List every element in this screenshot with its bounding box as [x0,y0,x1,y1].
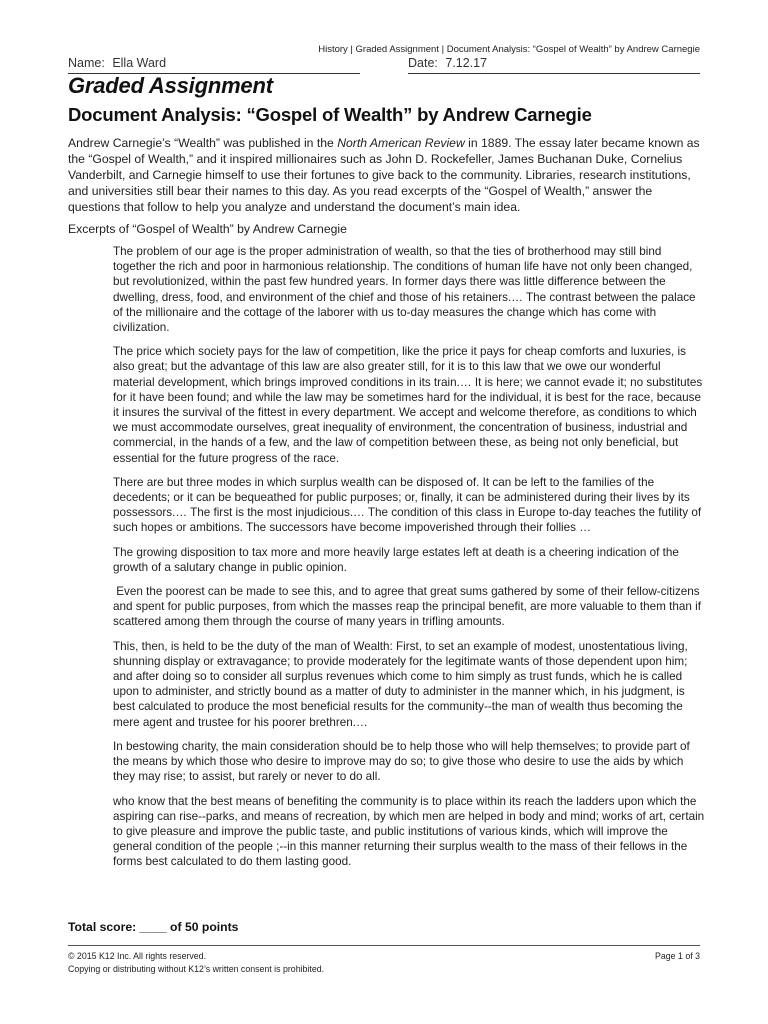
excerpt-paragraph: who know that the best means of benefiting the community is to place within its reach the ladders upon which the aspiring can rise--parks, and means of recreation, by which men are helped in body and mind; works of art, certain to give pleasure and improve the public taste, and public institutions of various kinds, which will improve the general condition of the people ;--in this manner returning their surplus wealth to the mass of their fellows in the forms best calculated to do them lasting good. [113,794,705,869]
name-field[interactable] [68,56,360,74]
date-label: Date: [408,56,438,70]
intro-paragraph [68,136,702,216]
excerpt-paragraph: The problem of our age is the proper administration of wealth, so that the ties of brotherhood may still bind together the rich and poor in harmonious relationship. The conditions of human life have not only been changed, but revolutionized, within the past few hundred years. In former days there was little difference between the dwelling, dress, food, and environment of the chief and those of his retainers.… The contrast between the palace of the millionaire and the cottage of the laborer with us to-day measures the change which has come with civilization. [113,245,696,335]
copyright-notice: © 2015 K12 Inc. All rights reserved. [68,951,207,961]
copying-notice: Copying or distributing without K12’s written consent is prohibited. [68,964,325,974]
date-value: 7.12.17 [445,56,488,70]
excerpts-block [113,244,705,879]
footer-divider [68,945,700,946]
document-subtitle: Document Analysis: “Gospel of Wealth” by Andrew Carnegie [68,104,592,125]
excerpt-paragraph: The price which society pays for the law of competition, like the price it pays for cheap comforts and luxuries, is also great; but the advantage of this law are also greater still, for it is to this law that we owe our wonderful material development, which brings improved conditions in its train.… It is here; we cannot evade it; no substitutes for it have been found; and while the law may be sometimes hard for the individual, it is best for the race, because it insures the survival of the fittest in every department. We accept and welcome therefore, as conditions to which we must accommodate ourselves, great inequality of environment, the concentration of business, industrial and commercial, in the hands of a few, and the law of competition between these, as being not only beneficial, but essential for the future progress of the race. [113,345,703,465]
page-number: Page 1 of 3 [655,951,700,961]
excerpts-heading: Excerpts of “Gospel of Wealth” by Andrew Carnegie [68,222,347,236]
page-header-breadcrumb: History | Graded Assignment | Document Analysis: “Gospel of Wealth” by Andrew Carnegie [318,44,700,55]
page-title: Graded Assignment [68,73,273,98]
excerpt-paragraph: There are but three modes in which surplus wealth can be disposed of. It can be left to the families of the decedents; or it can be bequeathed for public purposes; or, finally, it can be administered during their lives by its possessors.… The first is the most injudicious.… The condition of this class in Europe to-day teaches the futility of such hopes or ambitions. The successors have become impoverished through their follies … [113,475,702,535]
excerpt-paragraph: The growing disposition to tax more and more heavily large estates left at death is a cheering indication of the growth of a salutary change in public opinion. [113,545,679,574]
intro-text-end: in 1889. The essay later became known as the “Gospel of Wealth,” and it inspired millionaires such as John D. Rockefeller, James Buchanan Duke, Cornelius Vanderbilt, and Carnegie himself to use their fortunes to give back to the community. Libraries, research institutions, and universities still bear their names to this day. As you read excerpts of the “Gospel of Wealth,” answer the questions that follow to help you analyze and understand the document’s main idea. [68,136,700,214]
name-label: Name: [68,56,105,70]
excerpt-paragraph: In bestowing charity, the main consideration should be to help those who will help themselves; to provide part of the means by which those who desire to improve may do so; to give those who desire to use the aids by which they may rise; to assist, but rarely or never to do all. [113,739,690,784]
total-score: Total score: ____ of 50 points [68,920,239,934]
date-field[interactable] [408,56,700,74]
name-value: Ella Ward [112,56,167,70]
excerpt-paragraph: Even the poorest can be made to see this, and to agree that great sums gathered by some of their fellow-citizens and spent for public purposes, from which the masses reap the principal benefit, are more valuable to them than if scattered among them through the course of many years in trifling amounts. [113,585,701,629]
intro-publication-title: North American Review [337,136,465,150]
intro-text-start: Andrew Carnegie’s “Wealth” was published in the [68,136,338,150]
excerpt-paragraph: This, then, is held to be the duty of the man of Wealth: First, to set an example of modest, unostentatious living, shunning display or extravagance; to provide moderately for the legitimate wants of those dependent upon him; and after doing so to consider all surplus revenues which come to him simply as trust funds, which he is called upon to administer, and strictly bound as a matter of duty to administer in the manner which, in his judgment, is best calculated to produce the most beneficial results for the community--the man of wealth thus becoming the mere agent and trustee for his poorer brethren.… [113,639,688,729]
student-info-row [68,56,700,74]
